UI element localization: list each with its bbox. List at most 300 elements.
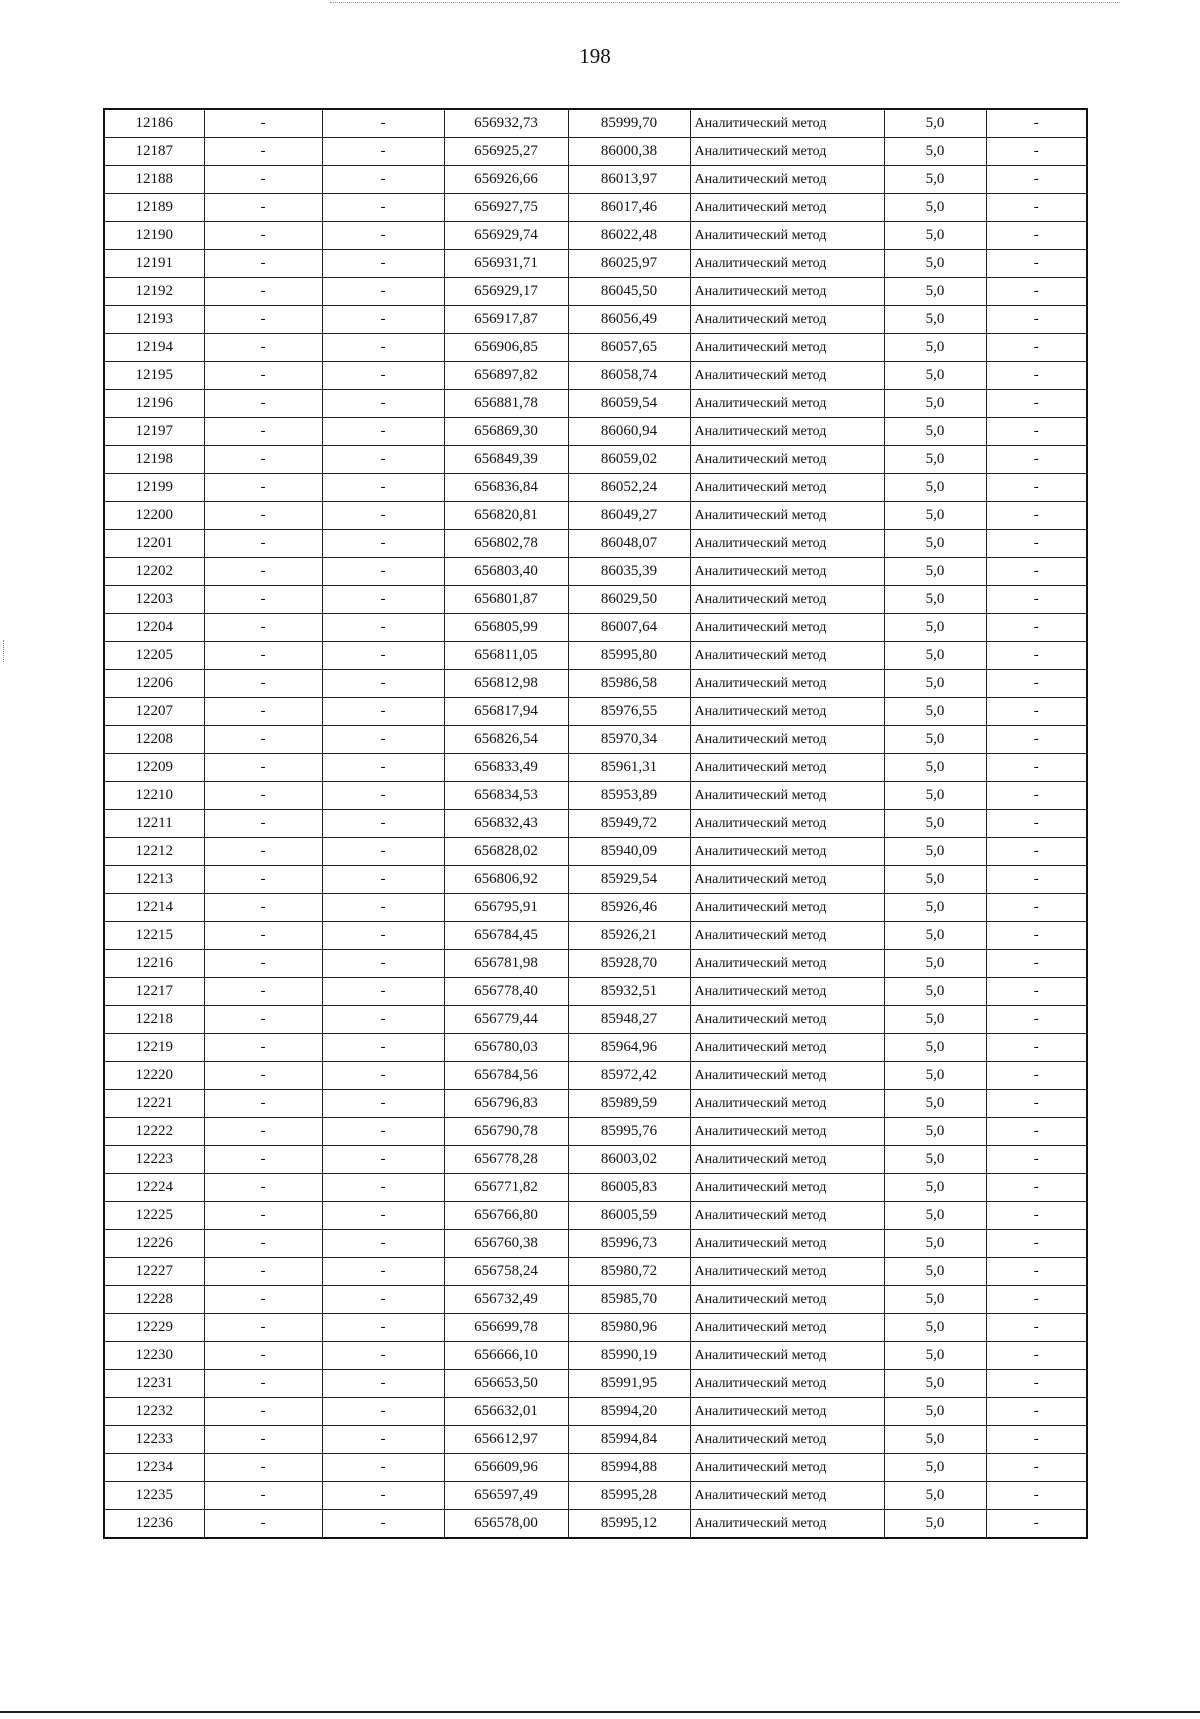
x-coordinate-cell: 656760,38: [444, 1230, 568, 1258]
empty-cell-a: -: [204, 1454, 322, 1482]
empty-cell-c: -: [986, 558, 1087, 586]
accuracy-cell: 5,0: [884, 670, 986, 698]
y-coordinate-cell: 85948,27: [568, 1006, 690, 1034]
y-coordinate-cell: 85949,72: [568, 810, 690, 838]
y-coordinate-cell: 85970,34: [568, 726, 690, 754]
point-number-cell: 12192: [104, 278, 204, 306]
accuracy-cell: 5,0: [884, 1482, 986, 1510]
empty-cell-c: -: [986, 109, 1087, 138]
table-row: [104, 1034, 1087, 1062]
table-row: [104, 1286, 1087, 1314]
accuracy-cell: 5,0: [884, 1174, 986, 1202]
accuracy-cell: 5,0: [884, 754, 986, 782]
accuracy-cell: 5,0: [884, 530, 986, 558]
x-coordinate-cell: 656906,85: [444, 334, 568, 362]
table-row: [104, 138, 1087, 166]
empty-cell-a: -: [204, 1398, 322, 1426]
point-number-cell: 12217: [104, 978, 204, 1006]
method-cell: Аналитический метод: [690, 1482, 884, 1510]
table-row: [104, 1062, 1087, 1090]
y-coordinate-cell: 85995,76: [568, 1118, 690, 1146]
table-row: [104, 1398, 1087, 1426]
point-number-cell: 12219: [104, 1034, 204, 1062]
empty-cell-c: -: [986, 1398, 1087, 1426]
accuracy-cell: 5,0: [884, 1146, 986, 1174]
empty-cell-a: -: [204, 250, 322, 278]
y-coordinate-cell: 85994,84: [568, 1426, 690, 1454]
x-coordinate-cell: 656780,03: [444, 1034, 568, 1062]
point-number-cell: 12193: [104, 306, 204, 334]
point-number-cell: 12198: [104, 446, 204, 474]
point-number-cell: 12214: [104, 894, 204, 922]
y-coordinate-cell: 85986,58: [568, 670, 690, 698]
x-coordinate-cell: 656832,43: [444, 810, 568, 838]
x-coordinate-cell: 656929,74: [444, 222, 568, 250]
accuracy-cell: 5,0: [884, 838, 986, 866]
point-number-cell: 12196: [104, 390, 204, 418]
point-number-cell: 12234: [104, 1454, 204, 1482]
x-coordinate-cell: 656666,10: [444, 1342, 568, 1370]
accuracy-cell: 5,0: [884, 642, 986, 670]
x-coordinate-cell: 656828,02: [444, 838, 568, 866]
accuracy-cell: 5,0: [884, 1202, 986, 1230]
point-number-cell: 12206: [104, 670, 204, 698]
empty-cell-a: -: [204, 950, 322, 978]
point-number-cell: 12194: [104, 334, 204, 362]
method-cell: Аналитический метод: [690, 362, 884, 390]
empty-cell-c: -: [986, 1258, 1087, 1286]
table-row: [104, 1342, 1087, 1370]
empty-cell-b: -: [322, 194, 444, 222]
accuracy-cell: 5,0: [884, 726, 986, 754]
table-row: [104, 614, 1087, 642]
empty-cell-c: -: [986, 614, 1087, 642]
y-coordinate-cell: 85964,96: [568, 1034, 690, 1062]
empty-cell-a: -: [204, 1314, 322, 1342]
empty-cell-c: -: [986, 1062, 1087, 1090]
empty-cell-b: -: [322, 950, 444, 978]
empty-cell-b: -: [322, 866, 444, 894]
point-number-cell: 12203: [104, 586, 204, 614]
empty-cell-b: -: [322, 558, 444, 586]
method-cell: Аналитический метод: [690, 138, 884, 166]
table-row: [104, 642, 1087, 670]
y-coordinate-cell: 86029,50: [568, 586, 690, 614]
method-cell: Аналитический метод: [690, 446, 884, 474]
empty-cell-c: -: [986, 782, 1087, 810]
x-coordinate-cell: 656699,78: [444, 1314, 568, 1342]
accuracy-cell: 5,0: [884, 782, 986, 810]
empty-cell-c: -: [986, 166, 1087, 194]
accuracy-cell: 5,0: [884, 1006, 986, 1034]
method-cell: Аналитический метод: [690, 1174, 884, 1202]
table-row: [104, 1090, 1087, 1118]
method-cell: Аналитический метод: [690, 502, 884, 530]
empty-cell-c: -: [986, 838, 1087, 866]
empty-cell-a: -: [204, 782, 322, 810]
empty-cell-b: -: [322, 166, 444, 194]
point-number-cell: 12195: [104, 362, 204, 390]
table-row: [104, 474, 1087, 502]
method-cell: Аналитический метод: [690, 1342, 884, 1370]
accuracy-cell: 5,0: [884, 446, 986, 474]
point-number-cell: 12232: [104, 1398, 204, 1426]
accuracy-cell: 5,0: [884, 474, 986, 502]
accuracy-cell: 5,0: [884, 586, 986, 614]
empty-cell-b: -: [322, 334, 444, 362]
empty-cell-c: -: [986, 1174, 1087, 1202]
method-cell: Аналитический метод: [690, 1202, 884, 1230]
empty-cell-a: -: [204, 894, 322, 922]
table-row: [104, 586, 1087, 614]
x-coordinate-cell: 656771,82: [444, 1174, 568, 1202]
x-coordinate-cell: 656784,45: [444, 922, 568, 950]
empty-cell-c: -: [986, 1286, 1087, 1314]
method-cell: Аналитический метод: [690, 782, 884, 810]
empty-cell-a: -: [204, 1482, 322, 1510]
x-coordinate-cell: 656836,84: [444, 474, 568, 502]
x-coordinate-cell: 656801,87: [444, 586, 568, 614]
x-coordinate-cell: 656917,87: [444, 306, 568, 334]
y-coordinate-cell: 85989,59: [568, 1090, 690, 1118]
empty-cell-c: -: [986, 446, 1087, 474]
accuracy-cell: 5,0: [884, 222, 986, 250]
empty-cell-b: -: [322, 894, 444, 922]
coordinates-table: [103, 108, 1088, 1539]
accuracy-cell: 5,0: [884, 109, 986, 138]
empty-cell-a: -: [204, 614, 322, 642]
y-coordinate-cell: 85980,96: [568, 1314, 690, 1342]
method-cell: Аналитический метод: [690, 166, 884, 194]
y-coordinate-cell: 85928,70: [568, 950, 690, 978]
empty-cell-c: -: [986, 586, 1087, 614]
empty-cell-a: -: [204, 1286, 322, 1314]
x-coordinate-cell: 656826,54: [444, 726, 568, 754]
x-coordinate-cell: 656795,91: [444, 894, 568, 922]
empty-cell-c: -: [986, 530, 1087, 558]
y-coordinate-cell: 85994,88: [568, 1454, 690, 1482]
point-number-cell: 12215: [104, 922, 204, 950]
empty-cell-a: -: [204, 1342, 322, 1370]
empty-cell-c: -: [986, 754, 1087, 782]
y-coordinate-cell: 86013,97: [568, 166, 690, 194]
x-coordinate-cell: 656802,78: [444, 530, 568, 558]
empty-cell-c: -: [986, 698, 1087, 726]
table-row: [104, 950, 1087, 978]
method-cell: Аналитический метод: [690, 642, 884, 670]
empty-cell-b: -: [322, 1482, 444, 1510]
point-number-cell: 12224: [104, 1174, 204, 1202]
empty-cell-c: -: [986, 1090, 1087, 1118]
x-coordinate-cell: 656578,00: [444, 1510, 568, 1539]
point-number-cell: 12211: [104, 810, 204, 838]
empty-cell-b: -: [322, 670, 444, 698]
accuracy-cell: 5,0: [884, 1370, 986, 1398]
method-cell: Аналитический метод: [690, 894, 884, 922]
empty-cell-c: -: [986, 250, 1087, 278]
x-coordinate-cell: 656931,71: [444, 250, 568, 278]
point-number-cell: 12222: [104, 1118, 204, 1146]
x-coordinate-cell: 656766,80: [444, 1202, 568, 1230]
x-coordinate-cell: 656779,44: [444, 1006, 568, 1034]
point-number-cell: 12208: [104, 726, 204, 754]
point-number-cell: 12213: [104, 866, 204, 894]
y-coordinate-cell: 86000,38: [568, 138, 690, 166]
table-row: [104, 502, 1087, 530]
empty-cell-a: -: [204, 1006, 322, 1034]
empty-cell-b: -: [322, 838, 444, 866]
empty-cell-b: -: [322, 250, 444, 278]
empty-cell-a: -: [204, 922, 322, 950]
y-coordinate-cell: 86003,02: [568, 1146, 690, 1174]
y-coordinate-cell: 85940,09: [568, 838, 690, 866]
x-coordinate-cell: 656609,96: [444, 1454, 568, 1482]
table-row: [104, 362, 1087, 390]
empty-cell-c: -: [986, 810, 1087, 838]
empty-cell-c: -: [986, 670, 1087, 698]
table-row: [104, 894, 1087, 922]
empty-cell-c: -: [986, 866, 1087, 894]
point-number-cell: 12204: [104, 614, 204, 642]
x-coordinate-cell: 656929,17: [444, 278, 568, 306]
table-row: [104, 810, 1087, 838]
empty-cell-c: -: [986, 1146, 1087, 1174]
method-cell: Аналитический метод: [690, 754, 884, 782]
x-coordinate-cell: 656817,94: [444, 698, 568, 726]
accuracy-cell: 5,0: [884, 1286, 986, 1314]
empty-cell-c: -: [986, 1202, 1087, 1230]
method-cell: Аналитический метод: [690, 418, 884, 446]
empty-cell-a: -: [204, 810, 322, 838]
table-body: [104, 109, 1087, 1538]
y-coordinate-cell: 85976,55: [568, 698, 690, 726]
empty-cell-c: -: [986, 978, 1087, 1006]
x-coordinate-cell: 656926,66: [444, 166, 568, 194]
point-number-cell: 12197: [104, 418, 204, 446]
point-number-cell: 12200: [104, 502, 204, 530]
y-coordinate-cell: 86045,50: [568, 278, 690, 306]
table-row: [104, 1482, 1087, 1510]
empty-cell-a: -: [204, 698, 322, 726]
y-coordinate-cell: 85932,51: [568, 978, 690, 1006]
method-cell: Аналитический метод: [690, 278, 884, 306]
empty-cell-c: -: [986, 1006, 1087, 1034]
accuracy-cell: 5,0: [884, 278, 986, 306]
empty-cell-b: -: [322, 1314, 444, 1342]
point-number-cell: 12226: [104, 1230, 204, 1258]
method-cell: Аналитический метод: [690, 1118, 884, 1146]
empty-cell-a: -: [204, 558, 322, 586]
point-number-cell: 12202: [104, 558, 204, 586]
accuracy-cell: 5,0: [884, 810, 986, 838]
y-coordinate-cell: 86060,94: [568, 418, 690, 446]
method-cell: Аналитический метод: [690, 334, 884, 362]
empty-cell-b: -: [322, 1006, 444, 1034]
accuracy-cell: 5,0: [884, 1090, 986, 1118]
accuracy-cell: 5,0: [884, 1454, 986, 1482]
y-coordinate-cell: 86057,65: [568, 334, 690, 362]
empty-cell-b: -: [322, 1398, 444, 1426]
y-coordinate-cell: 86048,07: [568, 530, 690, 558]
y-coordinate-cell: 86059,02: [568, 446, 690, 474]
y-coordinate-cell: 86052,24: [568, 474, 690, 502]
method-cell: Аналитический метод: [690, 1286, 884, 1314]
x-coordinate-cell: 656784,56: [444, 1062, 568, 1090]
empty-cell-c: -: [986, 418, 1087, 446]
accuracy-cell: 5,0: [884, 334, 986, 362]
table-row: [104, 922, 1087, 950]
table-row: [104, 418, 1087, 446]
point-number-cell: 12220: [104, 1062, 204, 1090]
empty-cell-b: -: [322, 1230, 444, 1258]
x-coordinate-cell: 656812,98: [444, 670, 568, 698]
method-cell: Аналитический метод: [690, 866, 884, 894]
x-coordinate-cell: 656781,98: [444, 950, 568, 978]
empty-cell-b: -: [322, 978, 444, 1006]
accuracy-cell: 5,0: [884, 698, 986, 726]
table-row: [104, 1258, 1087, 1286]
method-cell: Аналитический метод: [690, 222, 884, 250]
x-coordinate-cell: 656925,27: [444, 138, 568, 166]
empty-cell-b: -: [322, 1454, 444, 1482]
empty-cell-b: -: [322, 222, 444, 250]
table-row: [104, 166, 1087, 194]
empty-cell-c: -: [986, 362, 1087, 390]
empty-cell-b: -: [322, 1286, 444, 1314]
table-row: [104, 726, 1087, 754]
x-coordinate-cell: 656653,50: [444, 1370, 568, 1398]
table-row: [104, 838, 1087, 866]
point-number-cell: 12218: [104, 1006, 204, 1034]
empty-cell-a: -: [204, 754, 322, 782]
point-number-cell: 12223: [104, 1146, 204, 1174]
empty-cell-a: -: [204, 306, 322, 334]
y-coordinate-cell: 86005,59: [568, 1202, 690, 1230]
empty-cell-b: -: [322, 138, 444, 166]
empty-cell-b: -: [322, 754, 444, 782]
empty-cell-c: -: [986, 950, 1087, 978]
method-cell: Аналитический метод: [690, 838, 884, 866]
method-cell: Аналитический метод: [690, 530, 884, 558]
empty-cell-a: -: [204, 138, 322, 166]
empty-cell-a: -: [204, 1146, 322, 1174]
y-coordinate-cell: 85926,46: [568, 894, 690, 922]
point-number-cell: 12227: [104, 1258, 204, 1286]
method-cell: Аналитический метод: [690, 1454, 884, 1482]
point-number-cell: 12233: [104, 1426, 204, 1454]
x-coordinate-cell: 656927,75: [444, 194, 568, 222]
table-row: [104, 334, 1087, 362]
method-cell: Аналитический метод: [690, 586, 884, 614]
empty-cell-a: -: [204, 586, 322, 614]
y-coordinate-cell: 85995,28: [568, 1482, 690, 1510]
empty-cell-a: -: [204, 1118, 322, 1146]
table-row: [104, 306, 1087, 334]
y-coordinate-cell: 86059,54: [568, 390, 690, 418]
table-row: [104, 866, 1087, 894]
y-coordinate-cell: 86049,27: [568, 502, 690, 530]
accuracy-cell: 5,0: [884, 1230, 986, 1258]
y-coordinate-cell: 85929,54: [568, 866, 690, 894]
method-cell: Аналитический метод: [690, 726, 884, 754]
accuracy-cell: 5,0: [884, 1034, 986, 1062]
point-number-cell: 12229: [104, 1314, 204, 1342]
table-row: [104, 670, 1087, 698]
empty-cell-b: -: [322, 642, 444, 670]
accuracy-cell: 5,0: [884, 306, 986, 334]
x-coordinate-cell: 656811,05: [444, 642, 568, 670]
empty-cell-a: -: [204, 194, 322, 222]
empty-cell-b: -: [322, 726, 444, 754]
accuracy-cell: 5,0: [884, 1510, 986, 1539]
empty-cell-a: -: [204, 1202, 322, 1230]
method-cell: Аналитический метод: [690, 698, 884, 726]
point-number-cell: 12216: [104, 950, 204, 978]
x-coordinate-cell: 656778,28: [444, 1146, 568, 1174]
point-number-cell: 12186: [104, 109, 204, 138]
empty-cell-b: -: [322, 474, 444, 502]
y-coordinate-cell: 86058,74: [568, 362, 690, 390]
empty-cell-c: -: [986, 726, 1087, 754]
empty-cell-c: -: [986, 1118, 1087, 1146]
empty-cell-a: -: [204, 1258, 322, 1286]
y-coordinate-cell: 85996,73: [568, 1230, 690, 1258]
y-coordinate-cell: 86007,64: [568, 614, 690, 642]
empty-cell-c: -: [986, 138, 1087, 166]
scan-margin-mark: [3, 640, 4, 662]
empty-cell-b: -: [322, 278, 444, 306]
empty-cell-c: -: [986, 194, 1087, 222]
method-cell: Аналитический метод: [690, 1370, 884, 1398]
table-row: [104, 1202, 1087, 1230]
method-cell: Аналитический метод: [690, 390, 884, 418]
page-number: 198: [579, 44, 611, 68]
accuracy-cell: 5,0: [884, 502, 986, 530]
method-cell: Аналитический метод: [690, 1034, 884, 1062]
empty-cell-c: -: [986, 1454, 1087, 1482]
x-coordinate-cell: 656803,40: [444, 558, 568, 586]
accuracy-cell: 5,0: [884, 614, 986, 642]
method-cell: Аналитический метод: [690, 1510, 884, 1539]
y-coordinate-cell: 85991,95: [568, 1370, 690, 1398]
empty-cell-b: -: [322, 418, 444, 446]
empty-cell-a: -: [204, 1370, 322, 1398]
table-row: [104, 1426, 1087, 1454]
point-number-cell: 12210: [104, 782, 204, 810]
table-row: [104, 1006, 1087, 1034]
point-number-cell: 12188: [104, 166, 204, 194]
method-cell: Аналитический метод: [690, 109, 884, 138]
point-number-cell: 12228: [104, 1286, 204, 1314]
y-coordinate-cell: 86017,46: [568, 194, 690, 222]
y-coordinate-cell: 85999,70: [568, 109, 690, 138]
accuracy-cell: 5,0: [884, 250, 986, 278]
accuracy-cell: 5,0: [884, 362, 986, 390]
method-cell: Аналитический метод: [690, 250, 884, 278]
empty-cell-b: -: [322, 446, 444, 474]
point-number-cell: 12235: [104, 1482, 204, 1510]
point-number-cell: 12191: [104, 250, 204, 278]
method-cell: Аналитический метод: [690, 614, 884, 642]
empty-cell-b: -: [322, 614, 444, 642]
y-coordinate-cell: 85995,80: [568, 642, 690, 670]
table-row: [104, 782, 1087, 810]
y-coordinate-cell: 85985,70: [568, 1286, 690, 1314]
method-cell: Аналитический метод: [690, 1258, 884, 1286]
x-coordinate-cell: 656849,39: [444, 446, 568, 474]
method-cell: Аналитический метод: [690, 194, 884, 222]
empty-cell-b: -: [322, 502, 444, 530]
